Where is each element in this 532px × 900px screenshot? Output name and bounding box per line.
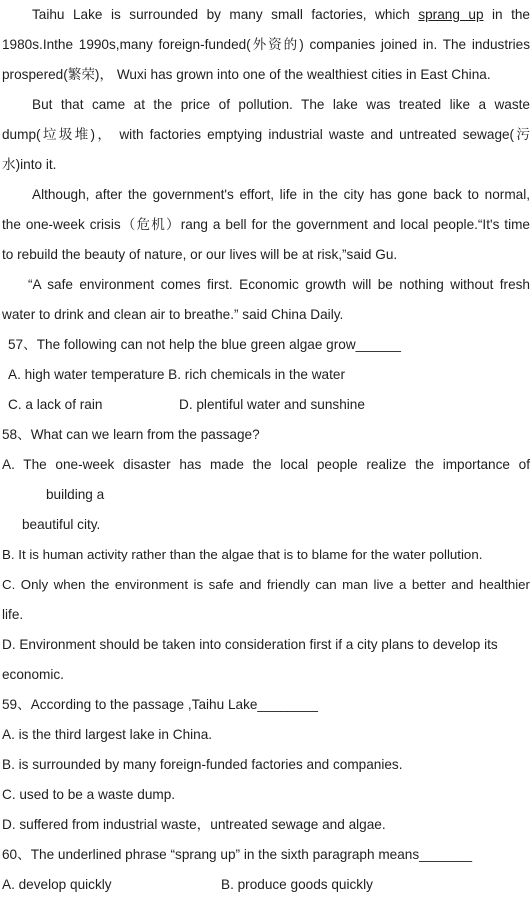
q57-stem: 57、The following can not help the blue green algae grow______ xyxy=(8,337,401,352)
q58-option-d-line2: economic. xyxy=(2,667,64,682)
q57-options-a-b: A. high water temperature B. rich chemicals in the water xyxy=(8,367,345,382)
q58-option-d-line1: D. Environment should be taken into consideration first if a city plans to develop its xyxy=(2,637,498,652)
q58-stem: 58、What can we learn from the passage? xyxy=(2,427,260,442)
q59-stem: 59、According to the passage ,Taihu Lake________ xyxy=(2,697,318,712)
passage-p4-line2: water to drink and clean air to breathe.” said China Daily. xyxy=(2,307,344,322)
q59-option-b: B. is surrounded by many foreign-funded factories and companies. xyxy=(2,757,403,772)
q58-option-b: B. It is human activity rather than the algae that is to blame for the water pollution. xyxy=(2,547,483,562)
passage-p4-line1: “A safe environment comes first. Economic growth will be nothing without fresh xyxy=(28,277,530,292)
passage-p3-line3: to rebuild the beauty of nature, or our lives will be at risk,”said Gu. xyxy=(2,247,398,262)
q58-option-a-line1: A. The one-week disaster has made the local people realize the importance of xyxy=(2,457,530,472)
q60-option-a: A. develop quickly xyxy=(2,877,112,892)
passage-p1-line1 xyxy=(32,6,530,24)
passage-p1-line2: 1980s.Inthe 1990s,many foreign-funded(外资的) companies joined in. The industries xyxy=(2,37,530,52)
passage-p2-line3: 水)into it. xyxy=(2,157,57,172)
passage-p3-line2: the one-week crisis（危机）rang a bell for the government and local people.“It's time xyxy=(2,217,530,232)
q57-option-d: D. plentiful water and sunshine xyxy=(179,397,365,412)
q60-stem: 60、The underlined phrase “sprang up” in the sixth paragraph means_______ xyxy=(2,847,473,862)
q58-option-a-line3: beautiful city. xyxy=(22,517,101,532)
passage-p2-line2: dump(垃圾堆)， with factories emptying industrial waste and untreated sewage(污 xyxy=(2,127,530,142)
passage-p2-line1: But that came at the price of pollution. The lake was treated like a waste xyxy=(32,97,530,112)
passage-p3-line1: Although, after the government's effort, life in the city has gone back to normal, xyxy=(32,187,530,202)
passage-text: Taihu Lake is surrounded by many small factories, which xyxy=(32,7,410,22)
q58-option-c-line2: life. xyxy=(2,607,24,622)
q59-option-c: C. used to be a waste dump. xyxy=(2,787,176,802)
q58-option-a-line2: building a xyxy=(46,487,105,502)
q58-option-c-line1: C. Only when the environment is safe and friendly can man live a better and healthier xyxy=(2,577,530,592)
q59-option-a: A. is the third largest lake in China. xyxy=(2,727,213,742)
underlined-phrase: sprang up xyxy=(418,7,484,22)
q59-option-d: D. suffered from industrial waste，untreated sewage and algae. xyxy=(2,817,386,832)
passage-p1-line3: prospered(繁荣)， Wuxi has grown into one of the wealthiest cities in East China. xyxy=(2,67,491,82)
passage-text: in the xyxy=(492,7,530,22)
q60-option-b: B. produce goods quickly xyxy=(221,877,373,892)
q57-option-c: C. a lack of rain xyxy=(8,397,103,412)
